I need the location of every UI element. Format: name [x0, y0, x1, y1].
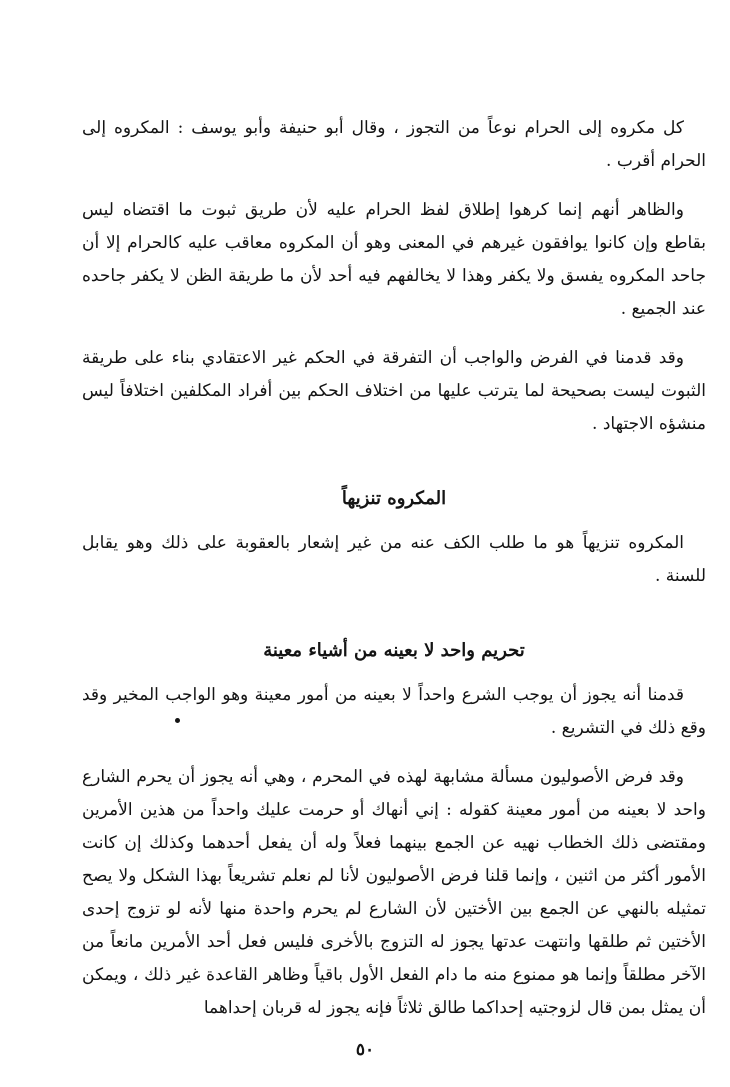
paragraph-usuliyyun-case: وقد فرض الأصوليون مسألة مشابهة لهذه في المحرم ، وهي أنه يجوز أن يحرم الشارع واحد لا بعينه من أمور معينة كقوله : إني أنهاك أو حرمت عليك واحداً من هذين الأمرين ومقتضى ذلك الخطاب نهيه عن الجمع بينهما فعلاً وله أن يفعل أحدهما وكذلك إن كانت الأمور أكثر من اثنين ، وإنما قلنا فرض الأصوليون لأنا لم نعلم تشريعاً بهذا الشكل ولا يصح تمثيله بالنهي عن الجمع بين الأختين لأن الشارع لم يحرم واحدة منها لأنه لو تزوج إحدى الأختين ثم طلقها وانتهت عدتها يجوز له التزوج بالأخرى فليس فعل أحد الأمرين مانعاً من الآخر مطلقاً وإنما هو ممنوع منه ما دام الفعل الأول باقياً وظاهر القاعدة غير ذلك ، ويمكن أن يمثل بمن قال لزوجتيه إحداكما طالق ثلاثاً فإنه يجوز له قربان إحداهما — [82, 767, 706, 1018]
page-number: ٥٠ — [355, 1040, 375, 1060]
document-page — [82, 112, 706, 1025]
paragraph-makruh-explanation: والظاهر أنهم إنما كرهوا إطلاق لفظ الحرام عليه لأن طريق ثبوت ما اقتضاه ليس بقاطع وإن كانوا يوافقون غيرهم في المعنى وهو أن المكروه معاقب عليه كالحرام إلا أن جاحد المكروه يفسق ولا يكفر وهذا لا يخالفهم فيه أحد لأن ما طريقة الظن لا يكفر جاحده عند الجميع . — [82, 200, 706, 319]
section-heading-tahrim-wahid: تحريم واحد لا بعينه من أشياء معينة — [263, 640, 525, 661]
paragraph-makruh-tanzihan-definition: المكروه تنزيهاً هو ما طلب الكف عنه من غير إشعار بالعقوبة على ذلك وهو يقابل للسنة . — [82, 533, 706, 586]
paragraph-continuation: كل مكروه إلى الحرام نوعاً من التجوز ، وقال أبو حنيفة وأبو يوسف : المكروه إلى الحرام أقرب . — [82, 118, 706, 171]
section-heading-makruh-tanzihan: المكروه تنزيهاً — [341, 488, 447, 509]
paragraph-wajib-mukhayyar: قدمنا أنه يجوز أن يوجب الشرع واحداً لا بعينه من أمور معينة وهو الواجب المخير وقد وقع ذلك في التشريع . — [82, 685, 706, 738]
ink-dot — [175, 718, 180, 723]
paragraph-fard-wajib-note: وقد قدمنا في الفرض والواجب أن التفرقة في الحكم غير الاعتقادي بناء على طريقة الثبوت ليست بصحيحة لما يترتب عليها من اختلاف الحكم بين أفراد المكلفين اختلافاً ليس منشؤه الاجتهاد . — [82, 348, 706, 434]
